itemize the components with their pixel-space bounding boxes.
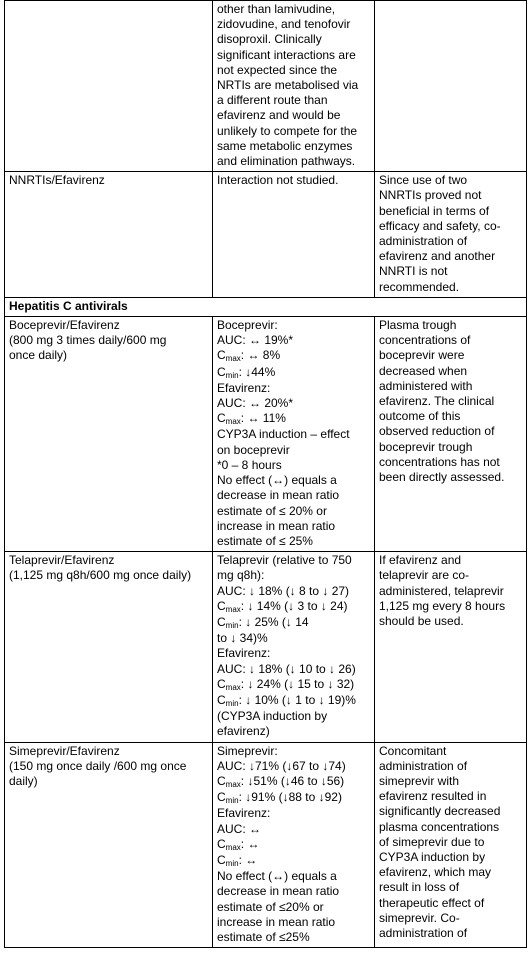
cell-text: therapeutic effect of	[379, 895, 485, 910]
cmax-line	[217, 774, 370, 790]
table-row	[5, 742, 527, 948]
cell-text: Efavirenz:	[217, 646, 271, 661]
recommendation-cell	[375, 172, 527, 298]
cell-text: estimate of ≤ 20% or	[217, 503, 327, 518]
c-letter: C	[217, 852, 226, 867]
cell-text: zidovudine, and tenofovir	[217, 17, 351, 32]
cell-text: efavirenz and another	[379, 249, 496, 264]
cell-text: : ↓51% (↓46 to ↓56)	[240, 773, 345, 788]
cell-text: Telaprevir/Efavirenz	[9, 553, 115, 568]
cell-text: decrease in mean ratio	[217, 488, 340, 503]
drug-cell	[5, 1, 213, 172]
cell-text: If efavirenz and	[379, 553, 462, 568]
cell-text: AUC: ↓ 18% (↓ 10 to ↓ 26)	[217, 661, 356, 676]
cell-text: disoproxil. Clinically	[217, 32, 322, 47]
cell-text: increase in mean ratio	[217, 518, 336, 533]
cell-text: on boceprevir	[217, 442, 290, 457]
table-row	[5, 172, 527, 298]
cell-text: observed reduction of	[379, 424, 495, 439]
cell-text: significant interactions are	[217, 47, 356, 62]
cell-text: increase in mean ratio	[217, 914, 336, 929]
cell-text: Boceprevir/Efavirenz	[9, 318, 120, 333]
cell-text: Interaction not studied.	[217, 173, 339, 188]
cell-text: : ↓91% (↓88 to ↓92)	[238, 790, 342, 805]
cell-text: not expected since the	[217, 62, 338, 77]
cell-text: *0 – 8 hours	[217, 457, 282, 472]
effect-cell	[213, 742, 375, 948]
cell-text: boceprevir were	[379, 348, 465, 363]
subscript: max	[225, 779, 241, 789]
cell-text: efavirenz, which may	[379, 865, 492, 880]
cell-text: efavirenz and would be	[217, 108, 341, 123]
cell-text: Since use of two	[379, 173, 468, 188]
cell-text: : ↔ 11%	[240, 411, 286, 426]
cell-text: daily)	[9, 773, 38, 788]
cmin-line	[217, 790, 370, 806]
cell-text: plasma concentrations	[379, 819, 500, 834]
cell-text: estimate of ≤25%	[217, 929, 310, 944]
drug-cell	[5, 317, 213, 552]
cell-text: boceprevir trough	[379, 439, 473, 454]
cell-text: No effect (↔) equals a	[217, 473, 337, 488]
cell-text: concentrations of	[379, 333, 471, 348]
cell-text: Efavirenz:	[217, 380, 271, 395]
effect-cell	[213, 317, 375, 552]
cell-text: NNRTI is not	[379, 264, 448, 279]
cmax-line	[217, 837, 370, 853]
cell-text: AUC: ↔	[217, 821, 262, 836]
cell-text: of simeprevir due to	[379, 834, 485, 849]
cell-text: should be used.	[379, 613, 464, 628]
cell-text: administered, telaprevir	[379, 583, 504, 598]
cell-text: (800 mg 3 times daily/600 mg	[9, 333, 167, 348]
cell-text: other than lamivudine,	[217, 2, 336, 16]
c-letter: C	[217, 614, 226, 629]
cell-text: a different route than	[217, 93, 328, 108]
cmin-line	[217, 365, 370, 381]
cell-text: AUC: ↔ 19%*	[217, 333, 294, 348]
cell-text: Plasma trough	[379, 318, 457, 333]
cell-text: significantly decreased	[379, 804, 501, 819]
cell-text: mg q8h):	[217, 568, 265, 583]
cell-text: estimate of ≤ 25%	[217, 533, 313, 548]
c-letter: C	[217, 836, 226, 851]
cell-text: decreased when	[379, 363, 468, 378]
c-letter: C	[217, 773, 226, 788]
cell-text: unlikely to compete for the	[217, 123, 358, 138]
section-row	[5, 297, 527, 316]
cell-text: to ↓ 34)%	[217, 631, 268, 646]
cell-text: (150 mg once daily /600 mg once	[9, 758, 187, 773]
subscript: max	[225, 842, 241, 852]
subscript: min	[225, 698, 239, 708]
interaction-table	[4, 0, 527, 948]
cell-text: efavirenz. The clinical	[379, 394, 495, 409]
cmin-line	[217, 693, 370, 709]
section-heading: Hepatitis C antivirals	[5, 297, 527, 316]
cell-text: efficacy and safety, co-	[379, 218, 501, 233]
cell-text: been directly assessed.	[379, 470, 505, 485]
drug-cell	[5, 172, 213, 298]
cell-text: administered with	[379, 378, 473, 393]
cell-text: AUC: ↓71% (↓67 to ↓74)	[217, 758, 346, 773]
c-letter: C	[217, 790, 226, 805]
cell-text: telaprevir are co-	[379, 568, 470, 583]
subscript: min	[225, 620, 239, 630]
cell-text: AUC: ↓ 18% (↓ 8 to ↓ 27)	[217, 583, 350, 598]
cmax-line	[217, 599, 370, 615]
cell-text: Efavirenz:	[217, 806, 271, 821]
subscript: min	[225, 796, 239, 806]
table-row	[5, 552, 527, 742]
subscript: min	[225, 370, 239, 380]
cmax-line	[217, 348, 370, 364]
cell-text: No effect (↔) equals a	[217, 869, 337, 884]
drug-cell	[5, 742, 213, 948]
cell-text: : ↓ 25% (↓ 14	[238, 614, 309, 629]
cell-text: estimate of ≤20% or	[217, 899, 324, 914]
c-letter: C	[217, 692, 226, 707]
cell-text: administration of	[379, 925, 468, 940]
c-letter: C	[217, 411, 226, 426]
c-letter: C	[217, 348, 226, 363]
cell-text: beneficial in terms of	[379, 203, 490, 218]
effect-cell	[213, 172, 375, 298]
cell-text: : ↓ 10% (↓ 1 to ↓ 19)%	[238, 692, 356, 707]
cell-text: CYP3A induction by	[379, 849, 486, 864]
c-letter: C	[217, 364, 226, 379]
cell-text: Simeprevir/Efavirenz	[9, 743, 120, 758]
cell-text: Simeprevir:	[217, 743, 278, 758]
subscript: max	[225, 682, 241, 692]
cell-text: outcome of this	[379, 409, 461, 424]
cell-text: administration of	[379, 758, 468, 773]
recommendation-cell	[375, 742, 527, 948]
cell-text: decrease in mean ratio	[217, 884, 340, 899]
effect-cell	[213, 552, 375, 742]
cell-text: NRTIs are metabolised via	[217, 78, 359, 93]
c-letter: C	[217, 598, 226, 613]
cell-text: CYP3A induction – effect	[217, 427, 350, 442]
cmax-line	[217, 677, 370, 693]
cell-text: and elimination pathways.	[217, 154, 356, 169]
recommendation-cell	[375, 317, 527, 552]
cell-text: NNRTIs/Efavirenz	[9, 173, 105, 188]
cell-text: once daily)	[9, 348, 68, 363]
cell-text: concentrations has not	[379, 454, 500, 469]
subscript: max	[225, 417, 241, 427]
cmax-line	[217, 411, 370, 427]
cell-text: (1,125 mg q8h/600 mg once daily)	[9, 568, 192, 583]
cell-text: efavirenz)	[217, 724, 270, 739]
cell-text: : ↓ 14% (↓ 3 to ↓ 24)	[240, 598, 348, 613]
c-letter: C	[217, 676, 226, 691]
cell-text: recommended.	[379, 279, 460, 294]
cell-text: NNRTIs proved not	[379, 188, 482, 203]
cell-text: Concomitant	[379, 743, 447, 758]
cmin-line	[217, 853, 370, 869]
cell-text: (CYP3A induction by	[217, 709, 328, 724]
table-row	[5, 317, 527, 552]
cell-text: efavirenz resulted in	[379, 789, 487, 804]
effect-cell	[213, 1, 375, 172]
cell-text: AUC: ↔ 20%*	[217, 396, 294, 411]
cell-text: administration of	[379, 234, 468, 249]
subscript: max	[225, 354, 241, 364]
cell-text: result in loss of	[379, 880, 460, 895]
cell-text: 1,125 mg every 8 hours	[379, 598, 506, 613]
cell-text: Telaprevir (relative to 750	[217, 553, 352, 568]
cell-text: simeprevir. Co-	[379, 910, 460, 925]
drug-cell	[5, 552, 213, 742]
cell-text: Boceprevir:	[217, 318, 278, 333]
cell-text: : ↓44%	[238, 364, 276, 379]
subscript: min	[225, 858, 239, 868]
cell-text: same metabolic enzymes	[217, 138, 353, 153]
recommendation-cell	[375, 1, 527, 172]
table-row	[5, 1, 527, 172]
subscript: max	[225, 604, 241, 614]
cmin-line	[217, 615, 370, 631]
cell-text: : ↓ 24% (↓ 15 to ↓ 32)	[240, 676, 355, 691]
cell-text: simeprevir with	[379, 773, 460, 788]
cell-text: : ↔ 8%	[240, 348, 281, 363]
cell-text: : ↔	[238, 852, 258, 867]
recommendation-cell	[375, 552, 527, 742]
cell-text: : ↔	[240, 836, 260, 851]
